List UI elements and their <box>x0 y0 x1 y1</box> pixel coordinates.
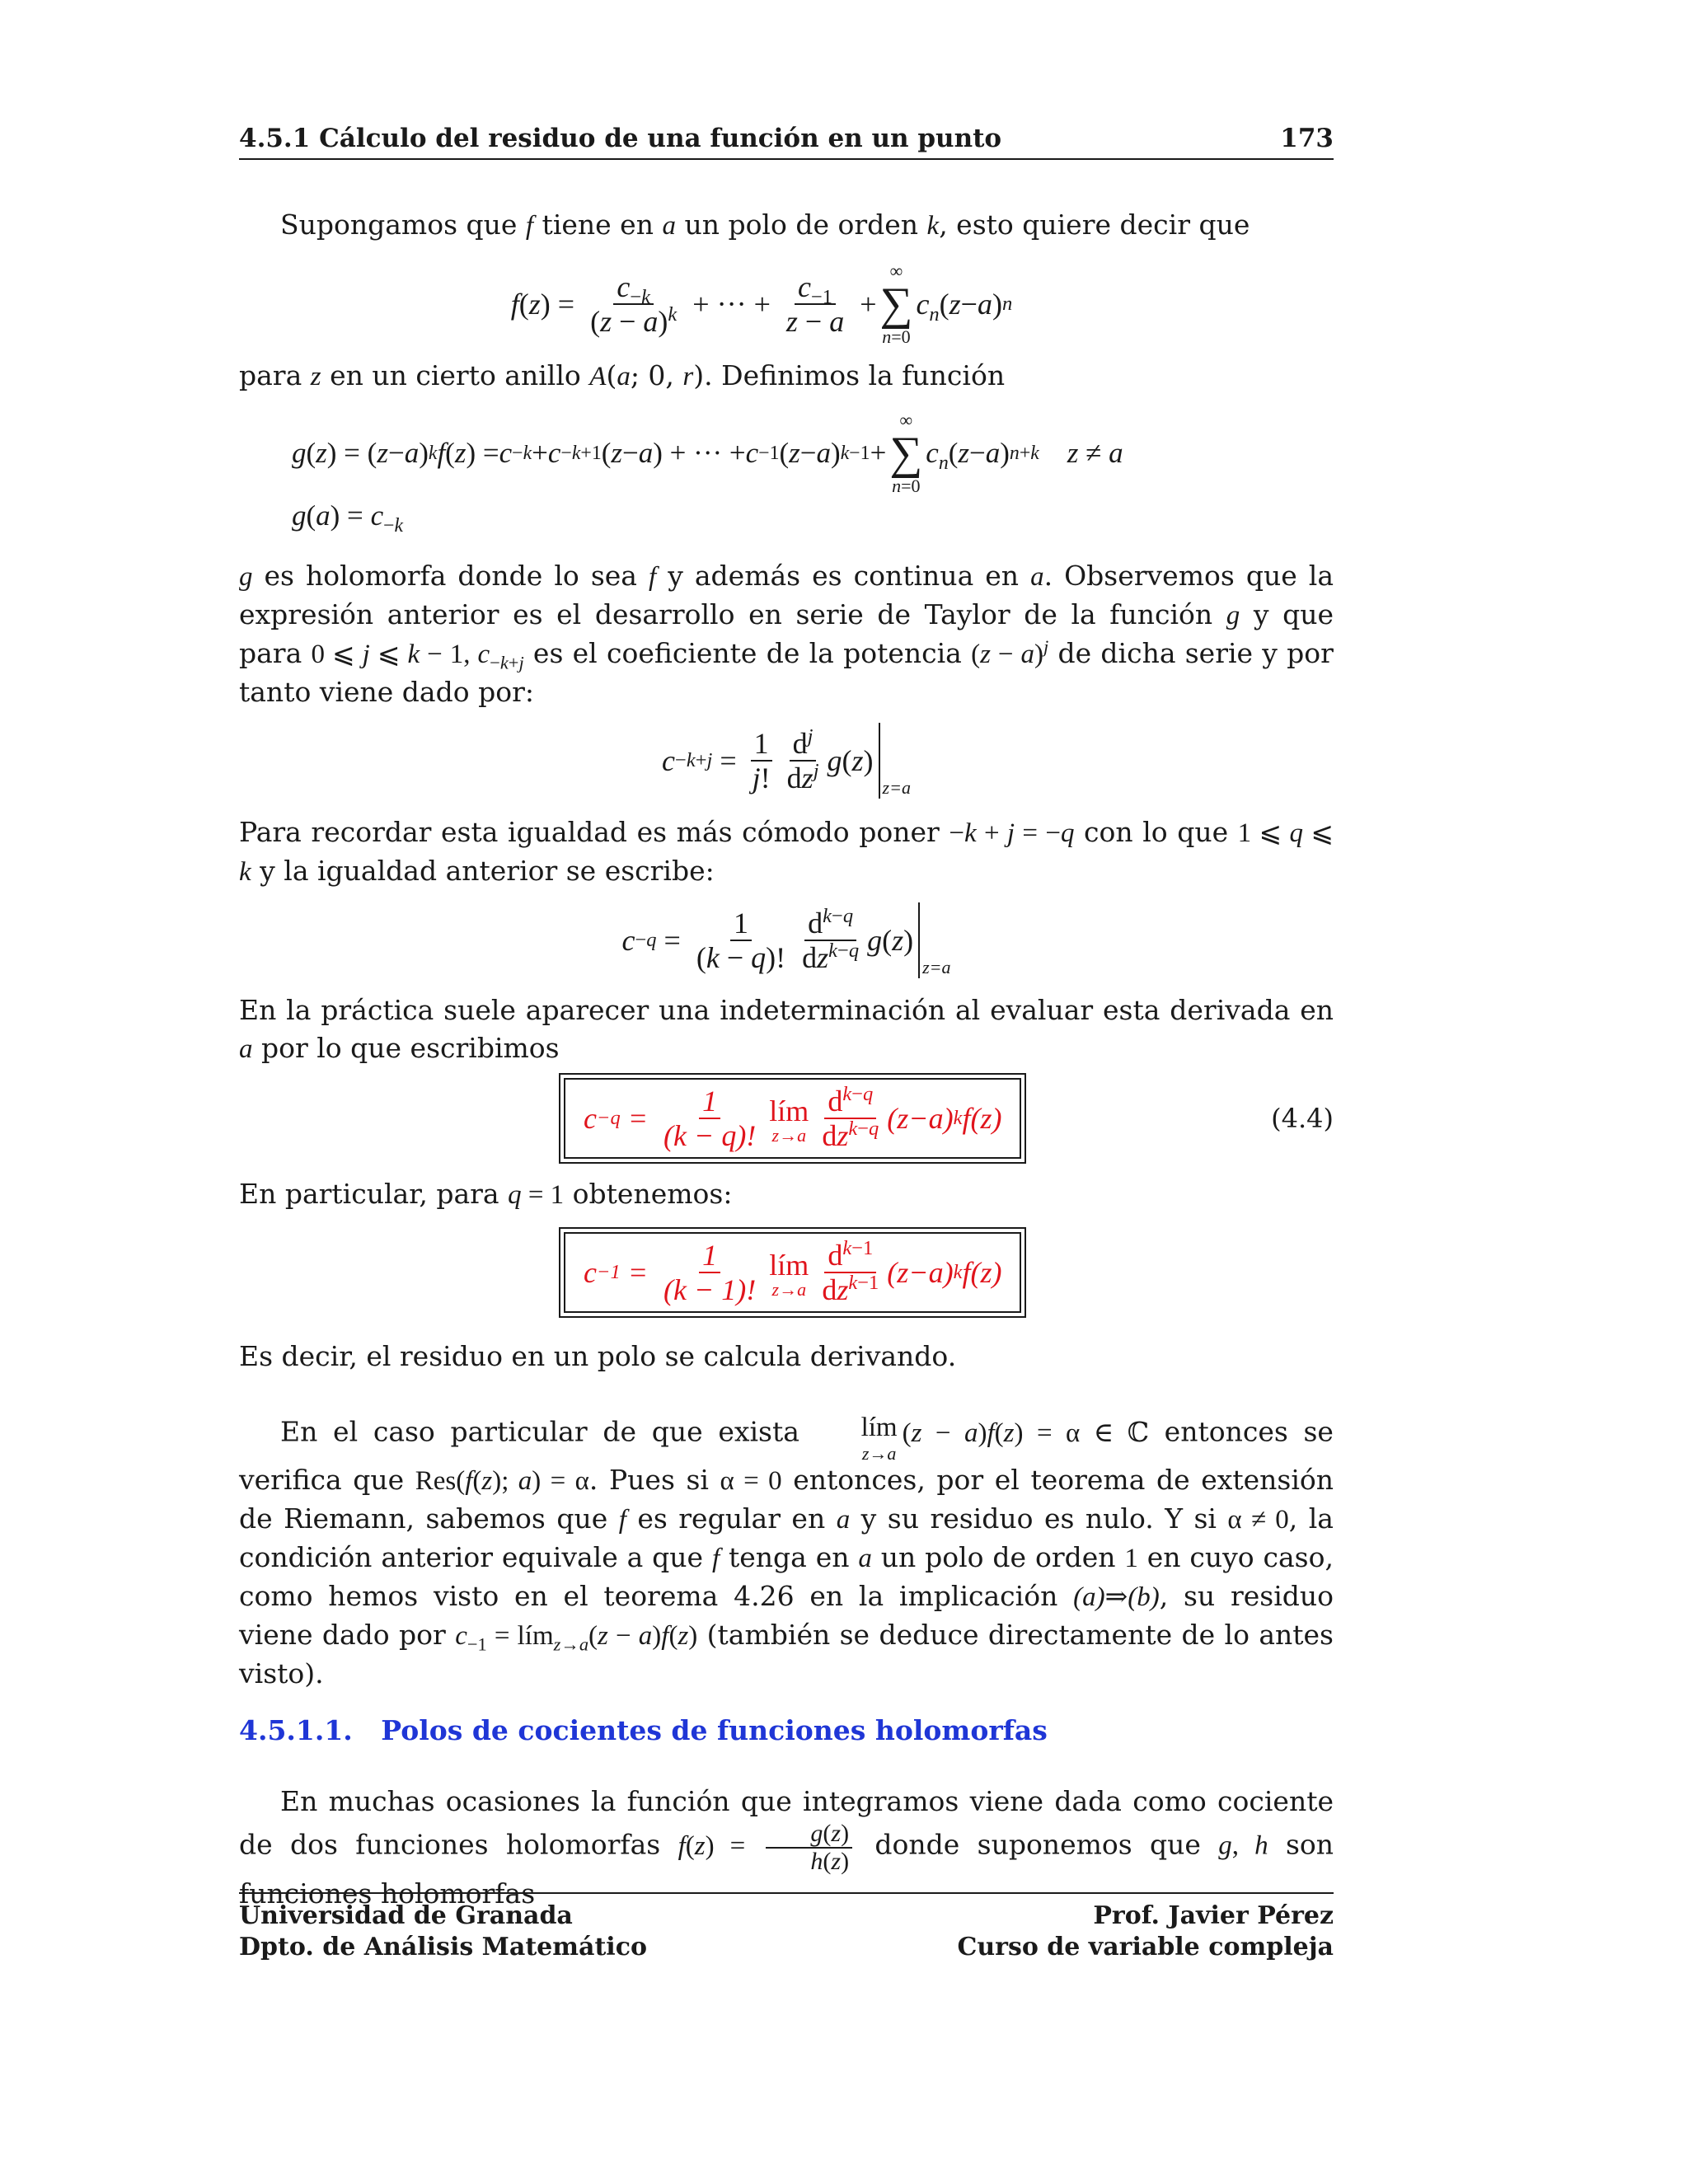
equation-number: (4.4) <box>1271 1103 1334 1134</box>
page-footer <box>239 1892 1334 1963</box>
subsection-title: Polos de cocientes de funciones holomorfas <box>381 1714 1048 1746</box>
page <box>239 124 1334 1913</box>
header-section-title: 4.5.1 Cálculo del residuo de una función en un punto <box>239 124 1002 153</box>
paragraph-6: En particular, para q = 1 obtenemos: <box>239 1178 733 1210</box>
paragraph-3: g es holomorfa donde lo sea f y además es continua en a. Observemos que la expresión anterior es el desarrollo en serie de Taylor de la función g y que para 0 ⩽ j ⩽ k − 1, $c_{-k+j}$ es el coeficiente de la potencia $(z - a)^j$ de dicha serie y por tanto viene dado por: <box>239 560 1334 708</box>
paragraph-5: En la práctica suele aparecer una indeterminación al evaluar esta derivada en a por lo que escribimos <box>239 994 1334 1064</box>
running-header <box>239 124 1334 160</box>
equation-residue-formula <box>239 1227 1334 1318</box>
equation-c-minus-q: c −q = $\frac{1}{(k - q)!}$ $\frac{d^{k-q}}{dz^{k-q}}$ g ( z ) z=a <box>239 902 1334 978</box>
paragraph-1: Supongamos que f tiene en a un polo de orden k, esto quiere decir que <box>280 209 1250 241</box>
paragraph-7: Es decir, el residuo en un polo se calcula derivando. <box>239 1340 957 1372</box>
footer-department: Dpto. de Análisis Matemático <box>239 1933 647 1961</box>
paragraph-2: para z en un cierto anillo A(a; 0, r). Definimos la función <box>239 359 1006 391</box>
page-number: 173 <box>1280 124 1334 153</box>
equation-g-definition: g ( z ) = ( z − a ) k f ( z ) = c −k + c −k+1 ( z − a ) + ··· + c −1 ( z − a ) k−1 + ∞ ∑ n=0 $c_n$ ( z − a ) n+k z ≠ a $g(a) = c_{-k}$ <box>292 410 1123 537</box>
footer-author: Prof. Javier Pérez <box>1093 1901 1334 1930</box>
boxed-formula-residue: c −1 = $\frac{1}{(k - 1)!}$ lím z→a $\frac{d^{k-1}}{dz^{k-1}}$ ( z − a ) k f ( z ) <box>559 1227 1026 1318</box>
boxed-formula: c −q = $\frac{1}{(k - q)!}$ lím z→a $\frac{d^{k-q}}{dz^{k-q}}$ ( z − a ) k f ( z ) <box>559 1073 1026 1164</box>
footer-course: Curso de variable compleja <box>957 1933 1334 1961</box>
paragraph-4: Para recordar esta igualdad es más cómodo poner −k + j = −q con lo que 1 ⩽ q ⩽ k y la igualdad anterior se escribe: <box>239 816 1334 887</box>
footer-university: Universidad de Granada <box>239 1901 573 1930</box>
subsection-heading <box>239 1714 1334 1746</box>
equation-4-4 <box>239 1073 1334 1164</box>
paragraph-9: En muchas ocasiones la función que integramos viene dada como cociente de dos funciones holomorfas f(z) = $\frac{g(z)}{h(z)}$ donde suponemos que g, h son funciones holomorfas <box>239 1785 1334 1910</box>
footer-left <box>239 1900 647 1963</box>
subsection-number: 4.5.1.1. <box>239 1714 353 1746</box>
equation-laurent: f ( z ) = $\frac{c_{-k}}{(z - a)^k}$ + ··· + $\frac{c_{-1}}{z - a}$ + ∞ ∑ n=0 $c_n$ ( z − a ) n <box>510 260 1013 347</box>
paragraph-8: En el caso particular de que exista lím z→a (z − a)f(z) = α ∈ ℂ entonces se verifica que Res(f(z); a) = α. Pues si α = 0 entonces, por el teorema de extensión de Riemann, sabemos que f es regular en a y su residuo es nulo. Y si α ≠ 0, la condición anterior equivale a que f tenga en a un polo de orden 1 en cuyo caso, como hemos visto en el teorema 4.26 en la implicación (a)⇒(b), su residuo viene dado por $c_{-1}$ = lím$_{z\to a}$(z − a)f(z) (también se deduce directamente de lo antes visto). <box>239 1413 1334 1690</box>
footer-right <box>957 1900 1334 1963</box>
equation-taylor-coef: c −k+j = $\frac{1}{j!}$ $\frac{d^j}{dz^j}$ g ( z ) z=a <box>239 723 1334 799</box>
